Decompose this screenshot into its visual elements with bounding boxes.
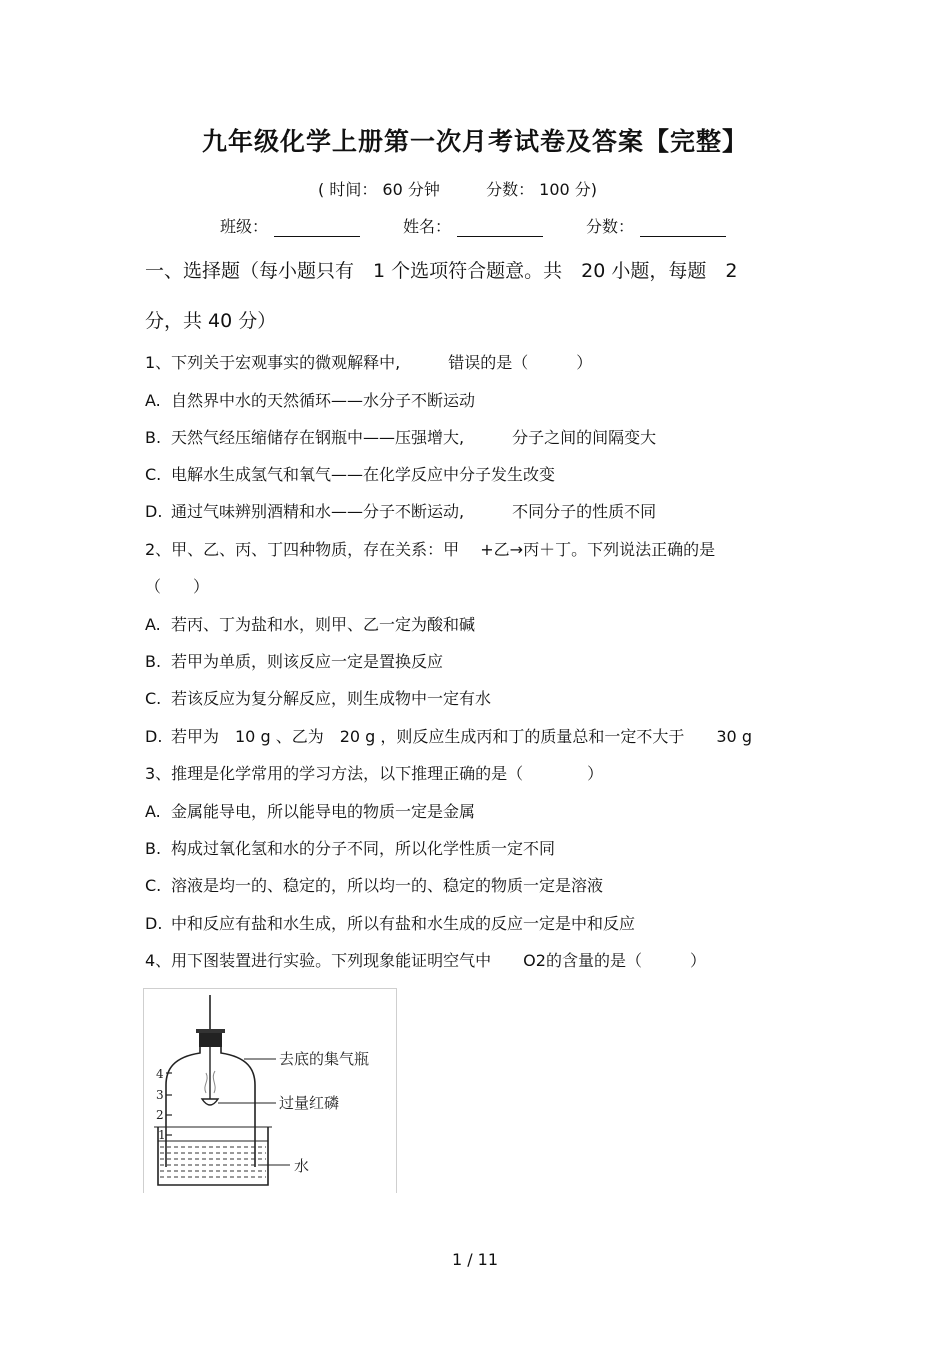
question-2-option-c: C. 若该反应为复分解反应，则生成物中一定有水 — [145, 689, 492, 708]
question-3-option-c: C. 溶液是均一的、稳定的，所以均一的、稳定的物质一定是溶液 — [145, 876, 604, 895]
name-blank — [457, 218, 543, 237]
page-number: 1 / 11 — [451, 1250, 499, 1269]
score-field — [586, 214, 726, 237]
section-heading-line2: 分，共 40 分） — [145, 310, 277, 332]
scale-mark-4: 4 — [156, 1067, 164, 1081]
question-1-option-b: B. 天然气经压缩储存在钢瓶中——压强增大, 分子之间的间隔变大 — [145, 428, 657, 447]
phosphorus-spoon-icon — [202, 1099, 218, 1105]
volume-scale — [166, 1073, 172, 1135]
water-trough-icon — [158, 1127, 268, 1185]
label-water: 水 — [294, 1157, 310, 1175]
scale-mark-3: 3 — [156, 1088, 164, 1102]
question-1-option-c: C. 电解水生成氢气和氧气——在化学反应中分子发生改变 — [145, 465, 556, 484]
question-2-option-b: B. 若甲为单质，则该反应一定是置换反应 — [145, 652, 444, 671]
section-heading-line1: 一、选择题（每小题只有 1 个选项符合题意。共 20 小题，每题 2 — [145, 260, 738, 282]
name-field — [403, 214, 543, 237]
question-3-stem: 3、推理是化学常用的学习方法，以下推理正确的是（ ） — [145, 764, 604, 783]
question-2-stem-cont: （ ） — [145, 577, 210, 596]
score-label: 分数： — [586, 217, 635, 236]
water-fill — [160, 1147, 266, 1177]
question-1-stem: 1、下列关于宏观事实的微观解释中, 错误的是（ ） — [145, 353, 593, 372]
score-blank — [640, 218, 726, 237]
question-4-stem: 4、用下图装置进行实验。下列现象能证明空气中 O2的含量的是（ ） — [145, 951, 706, 970]
apparatus-figure — [143, 988, 397, 1193]
apparatus-diagram — [144, 989, 396, 1193]
name-label: 姓名： — [403, 217, 452, 236]
question-2-option-d: D. 若甲为 10 g 、乙为 20 g ，则反应生成丙和丁的质量总和一定不大于 30 g — [145, 727, 752, 746]
question-2-option-a: A. 若丙、丁为盐和水，则甲、乙一定为酸和碱 — [145, 615, 476, 634]
label-red-phosphorus: 过量红磷 — [279, 1094, 340, 1112]
question-3-option-d: D. 中和反应有盐和水生成，所以有盐和水生成的反应一定是中和反应 — [145, 914, 636, 933]
page-title: 九年级化学上册第一次月考试卷及答案【完整】 — [201, 127, 748, 156]
question-2-stem: 2、甲、乙、丙、丁四种物质，存在关系：甲 +乙→丙＋丁。下列说法正确的是 — [145, 540, 716, 559]
exam-total-score: 分数： 100 分) — [486, 180, 598, 199]
scale-mark-2: 2 — [156, 1108, 164, 1122]
question-1-option-a: A. 自然界中水的天然循环——水分子不断运动 — [145, 391, 476, 410]
scale-mark-1: 1 — [158, 1128, 166, 1142]
class-blank — [274, 218, 360, 237]
exam-meta — [318, 177, 597, 200]
class-field — [220, 214, 360, 237]
question-3-option-a: A. 金属能导电，所以能导电的物质一定是金属 — [145, 802, 476, 821]
class-label: 班级： — [220, 217, 269, 236]
stopper-icon — [199, 1031, 222, 1047]
exam-time: ( 时间： 60 分钟 — [318, 180, 440, 199]
question-3-option-b: B. 构成过氧化氢和水的分子不同，所以化学性质一定不同 — [145, 839, 556, 858]
label-bottle: 去底的集气瓶 — [279, 1050, 370, 1068]
question-1-option-d: D. 通过气味辨别酒精和水——分子不断运动, 不同分子的性质不同 — [145, 502, 657, 521]
